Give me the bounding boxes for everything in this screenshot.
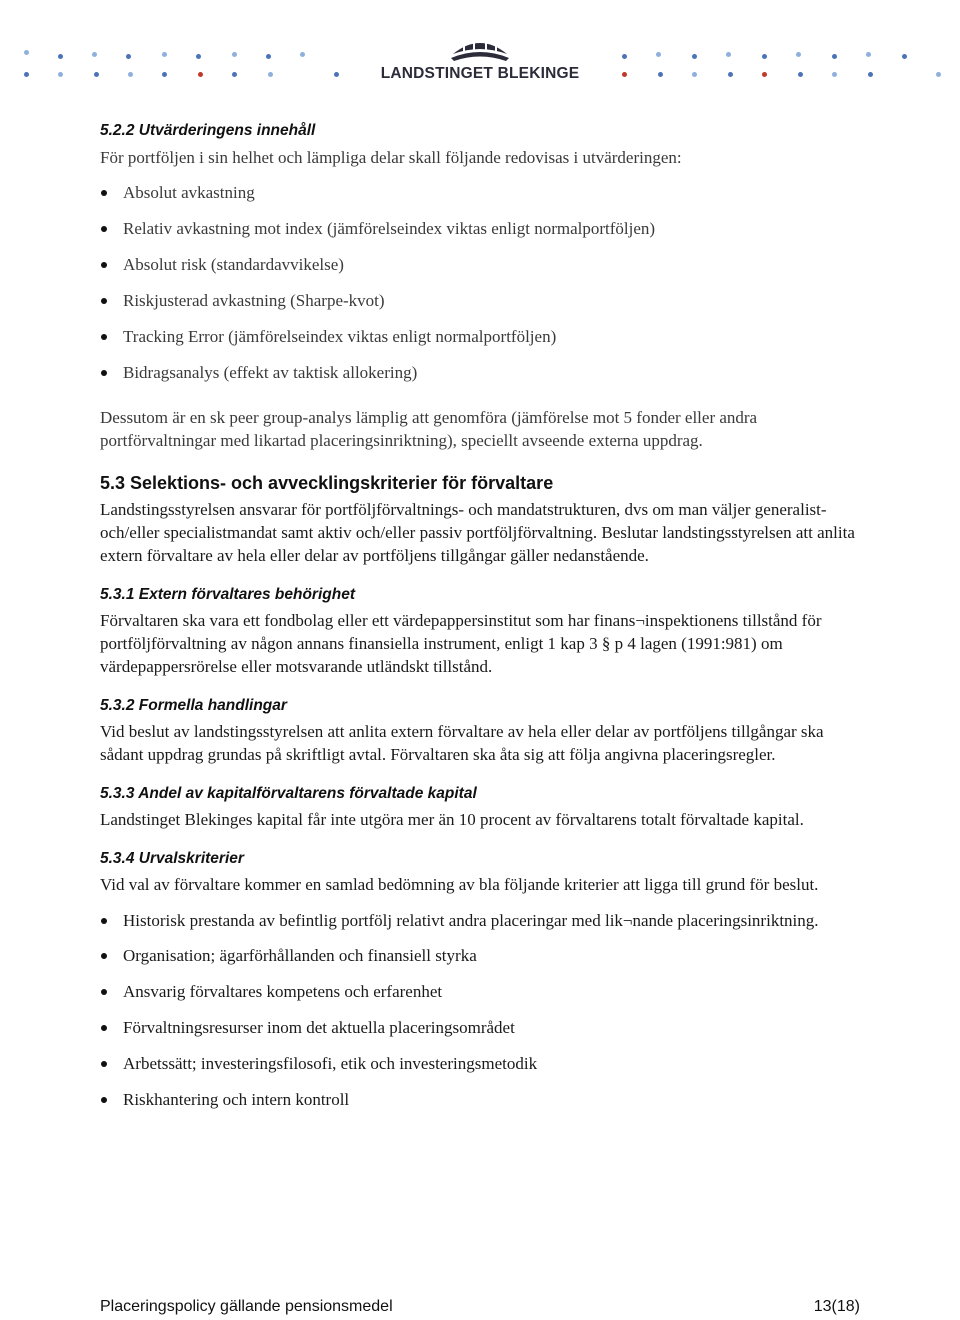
- paragraph-5-3-4-intro: Vid val av förvaltare kommer en samlad bedömning av bla följande kriterier att ligga till grund för beslut.: [100, 875, 819, 894]
- page-header: [0, 0, 960, 95]
- list-item: Tracking Error (jämförelseindex viktas enligt normalportföljen): [100, 325, 868, 348]
- paragraph-5-3-3: Landstinget Blekinges kapital får inte utgöra mer än 10 procent av förvaltarens totalt förvaltade kapital.: [100, 810, 804, 829]
- logo-wordmark: LANDSTINGET BLEKINGE: [380, 65, 580, 82]
- paragraph-5-3: Landstingsstyrelsen ansvarar för portföljförvaltnings- och mandatstrukturen, dvs om man väljer generalist- och/eller specialistmandat samt aktiv och/eller passiv portföljförvaltning. Beslutar landstingsstyrelsen att anlita extern förvaltare av hela eller delar av portföljens tillgångar gäller nedanstående.: [100, 500, 855, 565]
- list-item: Organisation; ägarförhållanden och finansiell styrka: [100, 944, 868, 967]
- paragraph-peer-group: Dessutom är en sk peer group-analys lämplig att genomföra (jämförelse mot 5 fonder eller andra portförvaltningar med likartad placeringsinriktning), speciellt avseende externa uppdrag.: [100, 408, 758, 450]
- heading-5-3-2: 5.3.2 Formella handlingar: [100, 697, 287, 714]
- list-item: Absolut avkastning: [100, 181, 868, 204]
- page-footer: [100, 1298, 860, 1320]
- list-item: Historisk prestanda av befintlig portfölj relativt andra placeringar med lik¬nande placeringsinriktning.: [100, 909, 868, 932]
- list-item: Riskhantering och intern kontroll: [100, 1088, 868, 1111]
- document-body: [100, 122, 868, 1111]
- list-item: Ansvarig förvaltares kompetens och erfarenhet: [100, 980, 868, 1003]
- heading-5-3-1: 5.3.1 Extern förvaltares behörighet: [100, 586, 355, 603]
- paragraph-5-3-1: Förvaltaren ska vara ett fondbolag eller ett värdepappersinstitut som har finans¬inspektionens tillstånd för portföljförvaltning av någon annans finansiella instrument, enligt 1 kap 3 § p 4 lagen (1991:981) om värdepappersrörelse eller motsvarande utländskt tillstånd.: [100, 611, 822, 676]
- list-item: Relativ avkastning mot index (jämförelseindex viktas enligt normalportföljen): [100, 217, 868, 240]
- list-item: Absolut risk (standardavvikelse): [100, 253, 868, 276]
- landstinget-blekinge-logo: [375, 32, 585, 84]
- crown-emblem-icon: [375, 32, 585, 64]
- paragraph-5-3-2: Vid beslut av landstingsstyrelsen att anlita extern förvaltare av hela eller delar av portföljens tillgångar ska sådant uppdrag grundas på skriftligt avtal. Förvaltaren ska åta sig att följa angivna placeringsregler.: [100, 722, 824, 764]
- footer-page-number: 13(18): [813, 1298, 860, 1315]
- heading-5-2-2: 5.2.2 Utvärderingens innehåll: [100, 122, 316, 139]
- heading-5-3-3: 5.3.3 Andel av kapitalförvaltarens förvaltade kapital: [100, 785, 477, 802]
- heading-5-3-4: 5.3.4 Urvalskriterier: [100, 850, 244, 867]
- list-item: Riskjusterad avkastning (Sharpe-kvot): [100, 289, 868, 312]
- decorative-dots-right: [600, 50, 960, 80]
- list-item: Bidragsanalys (effekt av taktisk allokering): [100, 361, 868, 384]
- heading-5-3: 5.3 Selektions- och avvecklingskriterier för förvaltare: [100, 473, 554, 493]
- list-item: Arbetssätt; investeringsfilosofi, etik och investeringsmetodik: [100, 1052, 868, 1075]
- selection-criteria-list: [100, 909, 868, 1111]
- list-item: Förvaltningsresurser inom det aktuella placeringsområdet: [100, 1016, 868, 1039]
- decorative-dots-left: [0, 50, 360, 80]
- paragraph-5-2-2-intro: För portföljen i sin helhet och lämpliga delar skall följande redovisas i utvärderingen:: [100, 148, 682, 167]
- evaluation-list: [100, 181, 868, 384]
- footer-document-title: Placeringspolicy gällande pensionsmedel: [100, 1298, 393, 1315]
